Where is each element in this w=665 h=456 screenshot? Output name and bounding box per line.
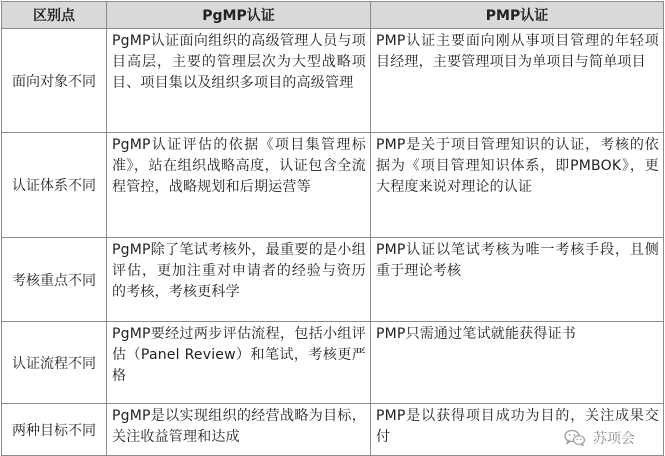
table-header-row — [2, 2, 664, 29]
watermark — [564, 428, 637, 448]
wechat-icon — [564, 429, 586, 447]
row-label: 认证体系不同 — [2, 133, 107, 238]
table-row — [2, 238, 664, 322]
row-label: 两种目标不同 — [2, 404, 107, 456]
header-pgmp: PgMP认证 — [107, 2, 371, 29]
comparison-table — [1, 1, 664, 456]
table-row — [2, 29, 664, 133]
row-label: 面向对象不同 — [2, 29, 107, 133]
pgmp-cell: PgMP认证面向组织的高级管理人员与项目高层，主要的管理层次为大型战略项目、项目集以及组织多项目的高级管理 — [107, 29, 371, 133]
pgmp-cell: PgMP除了笔试考核外，最重要的是小组评估，更加注重对申请者的经验与资历的考核，考核更科学 — [107, 238, 371, 322]
pmp-cell: PMP认证以笔试考核为唯一考核手段，且侧重于理论考核 — [371, 238, 664, 322]
header-pmp: PMP认证 — [371, 2, 664, 29]
watermark-text: 苏项会 — [591, 428, 637, 448]
row-label: 考核重点不同 — [2, 238, 107, 322]
pgmp-cell: PgMP要经过两步评估流程，包括小组评估（Panel Review）和笔试，考核更严格 — [107, 322, 371, 404]
pmp-cell: PMP是以获得项目成功为目的，关注成果交付 — [371, 404, 664, 456]
row-label: 认证流程不同 — [2, 322, 107, 404]
pgmp-cell: PgMP是以实现组织的经营战略为目标，关注收益管理和达成 — [107, 404, 371, 456]
table-row — [2, 133, 664, 238]
pmp-cell: PMP认证主要面向刚从事项目管理的年轻项目经理，主要管理项目为单项目与简单项目 — [371, 29, 664, 133]
pgmp-cell: PgMP认证评估的依据《项目集管理标准》，站在组织战略高度，认证包含全流程管控，战略规划和后期运营等 — [107, 133, 371, 238]
pmp-cell: PMP是关于项目管理知识的认证，考核的依据为《项目管理知识体系，即PMBOK》，更大程度来说对理论的认证 — [371, 133, 664, 238]
pmp-cell: PMP只需通过笔试就能获得证书 — [371, 322, 664, 404]
header-difference: 区别点 — [2, 2, 107, 29]
table-row — [2, 322, 664, 404]
